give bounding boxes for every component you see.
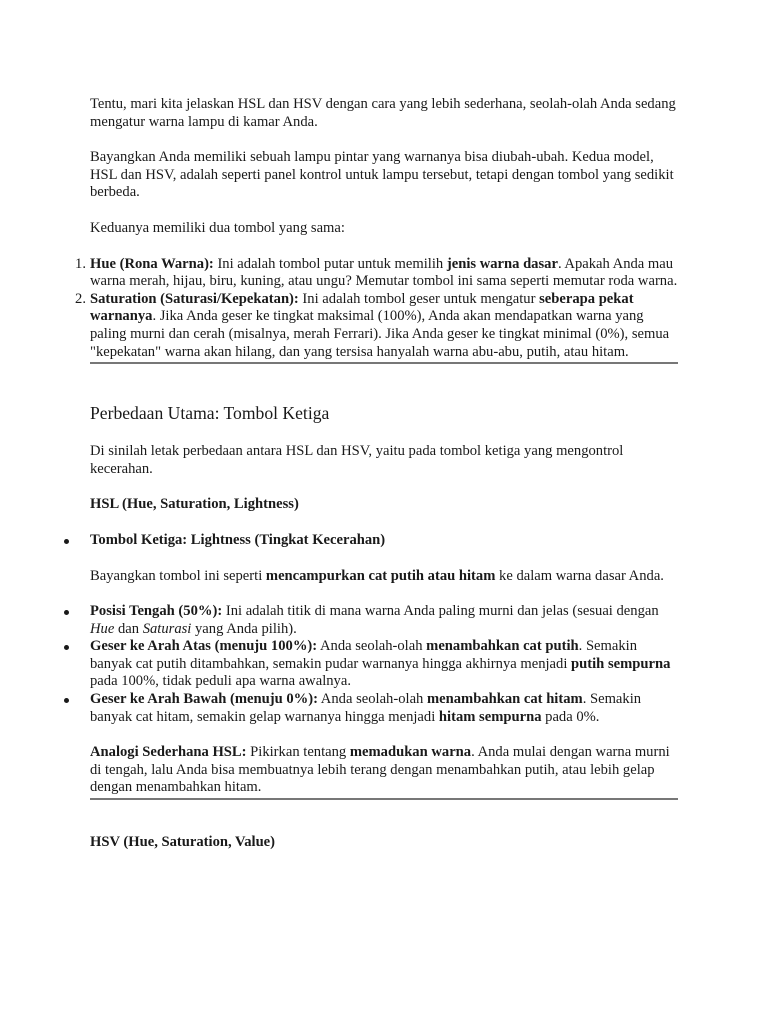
item-text: yang Anda pilih). [191, 620, 297, 637]
list-item [90, 638, 678, 691]
paragraph-emphasis: memadukan warna [349, 744, 472, 761]
item-title: Geser ke Arah Atas (menuju 100%): [90, 638, 318, 655]
item-text: pada 0%. [541, 708, 600, 725]
item-text: . Apakah Anda mau warna merah, hijau, biru, kuning, atau ungu? Memutar tombol ini sama seperti memutar roda warna. [90, 255, 678, 290]
section-heading: Perbedaan Utama: Tombol Ketiga [90, 403, 330, 424]
item-text: . Semakin banyak cat putih ditambahkan, semakin pudar warnanya hingga akhirnya menjadi [90, 638, 638, 672]
bullet-icon [64, 539, 69, 544]
item-emphasis: jenis warna dasar [446, 255, 558, 272]
intro-paragraph-2: Bayangkan Anda memiliki sebuah lampu pintar yang warnanya bisa diubah-ubah. Kedua model, HSL dan HSV, adalah seperti panel kontrol untuk lampu tersebut, tetapi dengan tombol yang sedikit berbeda. [90, 149, 674, 201]
positions-list [90, 603, 678, 726]
paragraph-text: . Anda mulai dengan warna murni di tengah, lalu Anda bisa membuatnya lebih terang dengan menambahkan putih, atau lebih gelap dengan menambahkan hitam. [90, 744, 670, 796]
item-text: Ini adalah tombol putar untuk memilih [213, 255, 447, 272]
analogy-paragraph [90, 744, 678, 797]
list-item [75, 290, 678, 361]
list-number: 2. [75, 290, 86, 307]
item-title: Tombol Ketiga: Lightness (Tingkat Kecerahan) [90, 531, 386, 548]
third-knob-list [90, 532, 678, 550]
list-item [90, 532, 678, 550]
hsv-heading: HSV (Hue, Saturation, Value) [90, 834, 276, 851]
item-text: Ini adalah titik di mana warna Anda paling murni dan jelas (sesuai dengan [222, 603, 659, 620]
item-title: Hue (Rona Warna): [90, 255, 214, 272]
imagine-paragraph [90, 568, 678, 586]
item-emphasis: menambahkan cat hitam [427, 691, 583, 708]
section-intro: Di sinilah letak perbedaan antara HSL dan HSV, yaitu pada tombol ketiga yang mengontrol kecerahan. [90, 443, 624, 477]
item-italic: Saturasi [142, 620, 192, 637]
item-emphasis: menambahkan cat putih [426, 638, 579, 655]
item-title: Saturation (Saturasi/Kepekatan): [90, 290, 299, 307]
item-text: pada 100%, tidak peduli apa warna awalnya. [90, 673, 351, 690]
item-title: Geser ke Arah Bawah (menuju 0%): [90, 691, 318, 708]
paragraph-text: Bayangkan tombol ini seperti [90, 567, 266, 584]
item-emphasis: hitam sempurna [438, 708, 542, 725]
bullet-icon [64, 698, 69, 703]
hsl-heading: HSL (Hue, Saturation, Lightness) [90, 496, 299, 513]
list-item [90, 691, 678, 726]
item-title: Posisi Tengah (50%): [90, 603, 223, 620]
list-item [90, 603, 678, 638]
shared-knobs-list [75, 255, 678, 362]
item-italic: Hue [90, 620, 115, 637]
item-text: Ini adalah tombol geser untuk mengatur [298, 290, 540, 307]
analogy-title: Analogi Sederhana HSL: [90, 744, 247, 761]
section-divider [90, 362, 678, 364]
item-emphasis: putih sempurna [571, 655, 671, 672]
item-text: . Jika Anda geser ke tingkat maksimal (100%), Anda akan mendapatkan warna yang paling murni dan cerah (misalnya, merah Ferrari). Jika Anda geser ke tingkat minimal (0%), semua "kepekatan" warna akan hilang, dan yang tersisa hanyalah warna abu-abu, putih, atau hitam. [90, 308, 670, 360]
section-divider [90, 798, 678, 800]
list-number: 1. [75, 255, 86, 272]
item-emphasis: seberapa pekat warnanya [90, 290, 634, 325]
intro-paragraph-3: Keduanya memiliki dua tombol yang sama: [90, 219, 345, 236]
item-text: dan [114, 620, 143, 637]
paragraph-text: ke dalam warna dasar Anda. [495, 567, 664, 584]
item-text: Anda seolah-olah [317, 691, 427, 708]
document-page [75, 96, 678, 870]
list-item [75, 255, 678, 291]
item-text: . Semakin banyak cat hitam, semakin gelap warnanya hingga menjadi [90, 691, 642, 725]
bullet-icon [64, 610, 69, 615]
intro-paragraph-1: Tentu, mari kita jelaskan HSL dan HSV dengan cara yang lebih sederhana, seolah-olah Anda sedang mengatur warna lampu di kamar Anda. [90, 96, 676, 130]
bullet-icon [64, 645, 69, 650]
paragraph-emphasis: mencampurkan cat putih atau hitam [265, 567, 496, 584]
item-text: Anda seolah-olah [317, 638, 427, 655]
paragraph-text: Pikirkan tentang [246, 744, 350, 761]
